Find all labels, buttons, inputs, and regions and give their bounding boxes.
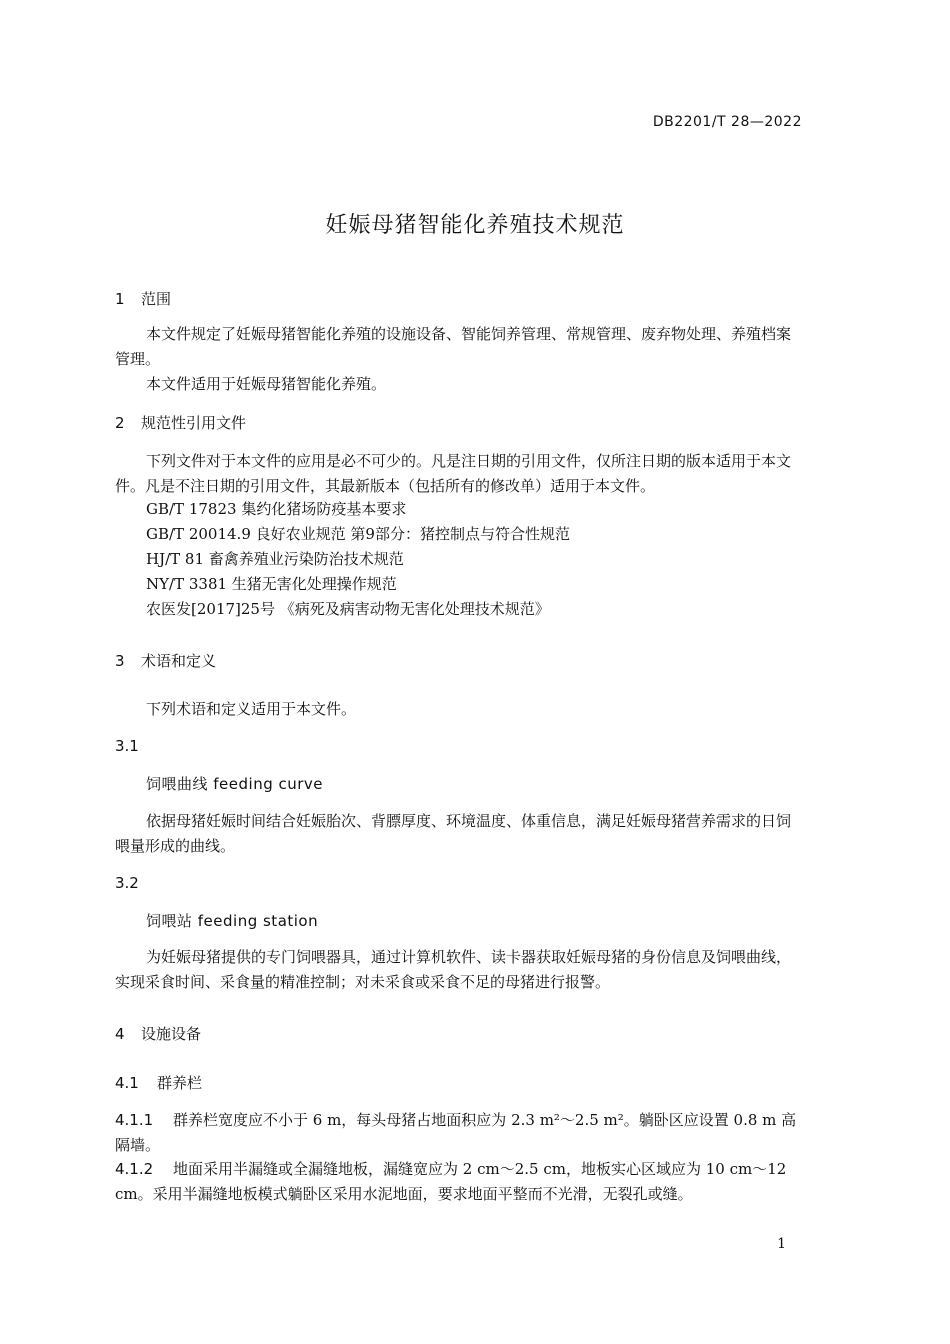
term-3-2-definition: 为妊娠母猪提供的专门饲喂器具，通过计算机软件、读卡器获取妊娠母猪的身份信息及饲喂曲线，实现采食时间、采食量的精准控制；对未采食或采食不足的母猪进行报警。 <box>115 948 792 991</box>
document-code: DB2201/T 28—2022 <box>652 114 802 130</box>
reference-item: NY/T 3381 生猪无害化处理操作规范 <box>146 575 397 593</box>
clause-text: 地面采用半漏缝或全漏缝地板，漏缝宽应为 2 cm～2.5 cm，地板实心区域应为 10 cm～12 cm。采用半漏缝地板模式躺卧区采用水泥地面，要求地面平整而不光滑，无裂孔或缝。 <box>115 1160 787 1203</box>
section-4-title: 设施设备 <box>141 1025 202 1043</box>
section-4-number: 4 <box>115 1025 125 1043</box>
section-3-title: 术语和定义 <box>141 652 217 670</box>
section-3-paragraph-1: 下列术语和定义适用于本文件。 <box>146 700 357 718</box>
section-4-heading <box>115 1023 201 1044</box>
term-3-1-number: 3.1 <box>115 737 139 755</box>
clause-number: 4.1.1 <box>115 1111 154 1129</box>
page-number: 1 <box>777 1236 786 1252</box>
reference-item: 农医发[2017]25号 《病死及病害动物无害化处理技术规范》 <box>146 600 550 618</box>
reference-item: GB/T 20014.9 良好农业规范 第9部分：猪控制点与符合性规范 <box>146 525 570 543</box>
subsection-4-1-title: 群养栏 <box>157 1074 203 1092</box>
term-3-1-definition: 依据母猪妊娠时间结合妊娠胎次、背膘厚度、环境温度、体重信息，满足妊娠母猪营养需求的日饲喂量形成的曲线。 <box>115 812 792 855</box>
subsection-4-1-heading <box>115 1072 202 1093</box>
section-3-heading <box>115 650 216 671</box>
section-1-number: 1 <box>115 290 125 308</box>
section-2-title: 规范性引用文件 <box>141 414 247 432</box>
section-1-title: 范围 <box>141 290 172 308</box>
document-title: 妊娠母猪智能化养殖技术规范 <box>325 213 625 238</box>
section-1-heading <box>115 288 171 309</box>
clause-4-1-1 <box>115 1108 805 1158</box>
section-3-number: 3 <box>115 652 125 670</box>
section-2-heading <box>115 412 246 433</box>
reference-item: GB/T 17823 集约化猪场防疫基本要求 <box>146 500 407 518</box>
clause-text: 群养栏宽度应不小于 6 m，每头母猪占地面积应为 2.3 m²～2.5 m²。躺卧区应设置 0.8 m 高隔墙。 <box>115 1111 797 1154</box>
section-1-paragraph-1: 本文件规定了妊娠母猪智能化养殖的设施设备、智能饲养管理、常规管理、废弃物处理、养殖档案管理。 <box>115 325 792 368</box>
subsection-4-1-number: 4.1 <box>115 1074 139 1092</box>
clause-4-1-2 <box>115 1157 805 1207</box>
term-3-2-title: 饲喂站 feeding station <box>146 912 319 930</box>
clause-number: 4.1.2 <box>115 1160 154 1178</box>
term-3-2-number: 3.2 <box>115 874 139 892</box>
reference-item: HJ/T 81 畜禽养殖业污染防治技术规范 <box>146 550 404 568</box>
section-1-paragraph-2: 本文件适用于妊娠母猪智能化养殖。 <box>146 375 387 393</box>
section-2-number: 2 <box>115 414 125 432</box>
section-2-paragraph-1: 下列文件对于本文件的应用是必不可少的。凡是注日期的引用文件，仅所注日期的版本适用于本文件。凡是不注日期的引用文件，其最新版本（包括所有的修改单）适用于本文件。 <box>115 452 792 495</box>
term-3-1-title: 饲喂曲线 feeding curve <box>146 775 324 793</box>
